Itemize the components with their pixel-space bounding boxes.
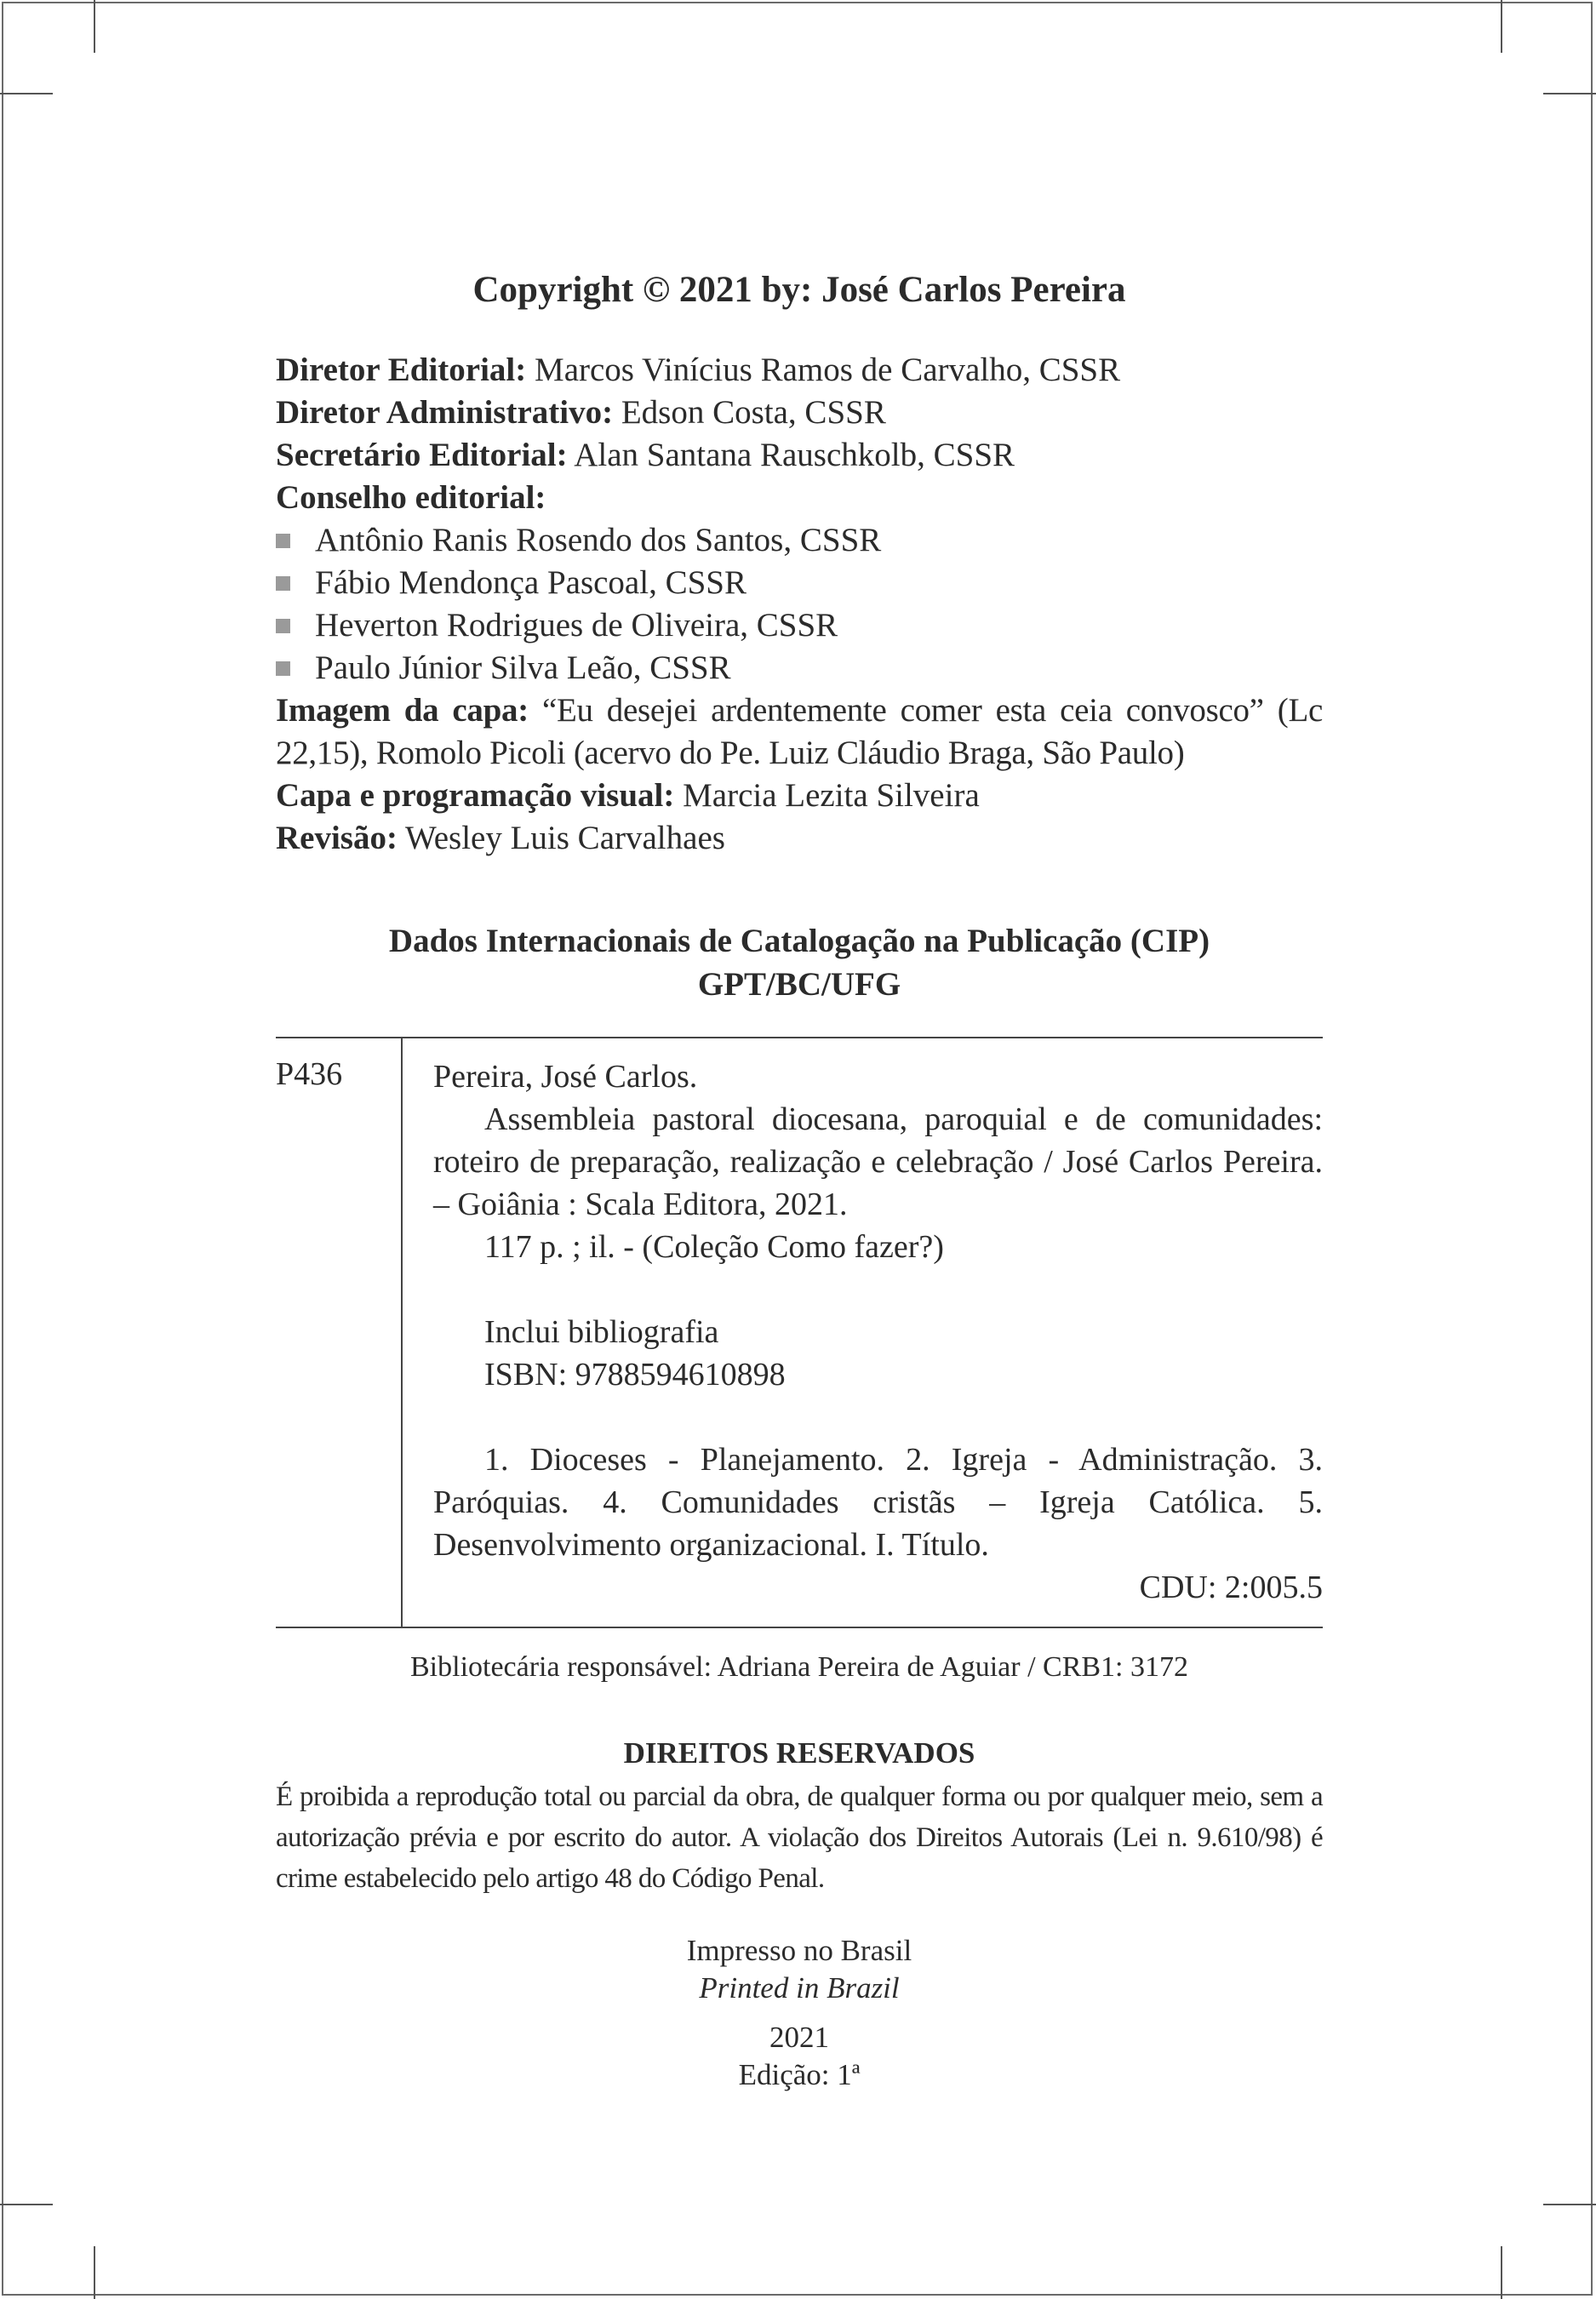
copyright-title: Copyright © 2021 by: José Carlos Pereira <box>472 270 1126 310</box>
council-member-name: Heverton Rodrigues de Oliveira, CSSR <box>315 607 838 643</box>
council-member <box>276 604 1323 647</box>
edition-label: Edição: 1ª <box>738 2058 861 2091</box>
crop-mark-bottom-left-h <box>0 2204 53 2205</box>
credit-label: Capa e programação visual: <box>276 777 675 814</box>
imprint-block <box>276 1932 1323 2094</box>
credit-value: Edson Costa, CSSR <box>613 394 886 431</box>
council-member-name: Paulo Júnior Silva Leão, CSSR <box>315 649 731 686</box>
council-member <box>276 562 1323 604</box>
credit-label: Imagem da capa: <box>276 692 529 729</box>
crop-mark-top-left-h <box>0 93 53 94</box>
crop-mark-bottom-right-h <box>1543 2204 1596 2205</box>
square-bullet-icon <box>276 534 290 548</box>
credit-label: Diretor Editorial: <box>276 352 527 388</box>
printed-in-label: Impresso no Brasil <box>686 1934 912 1967</box>
credits-block <box>276 349 1323 860</box>
credit-secretary <box>276 434 1323 477</box>
crop-mark-top-left <box>94 0 95 53</box>
credit-cover-image <box>276 689 1323 775</box>
crop-mark-top-right-h <box>1543 93 1596 94</box>
cip-heading-line: GPT/BC/UFG <box>697 966 901 1003</box>
cip-call-number: P436 <box>276 1056 343 1092</box>
cip-spacer <box>433 1396 1323 1438</box>
credit-director-admin <box>276 392 1323 434</box>
cip-heading <box>276 919 1323 1006</box>
publication-year: 2021 <box>769 2021 829 2054</box>
cip-record <box>276 1037 1323 1628</box>
council-member <box>276 519 1323 562</box>
credit-value: Marcia Lezita Silveira <box>674 777 980 814</box>
credit-director-editorial <box>276 349 1323 392</box>
credit-value: Marcos Vinícius Ramos de Carvalho, CSSR <box>526 352 1121 388</box>
credit-revision <box>276 817 1323 860</box>
printed-in-english-label: Printed in Brazil <box>699 1971 900 2004</box>
cip-subjects: 1. Dioceses - Planejamento. 2. Igreja - Administração. 3. Paróquias. 4. Comunidades cristãs – Igreja Católica. 5. Desenvolvimento organizacional. I. Título. <box>433 1442 1323 1563</box>
credit-label: Secretário Editorial: <box>276 437 568 473</box>
cip-cdu: CDU: 2:005.5 <box>1139 1570 1323 1605</box>
credit-value: Alan Santana Rauschkolb, CSSR <box>567 437 1015 473</box>
credit-label: Diretor Administrativo: <box>276 394 614 431</box>
crop-mark-top-right <box>1501 0 1502 53</box>
rights-title: DIREITOS RESERVADOS <box>623 1736 975 1770</box>
cip-author: Pereira, José Carlos. <box>433 1059 698 1095</box>
cip-bibliography: Inclui bibliografia <box>484 1314 719 1350</box>
credit-cover-design <box>276 775 1323 817</box>
council-member-name: Antônio Ranis Rosendo dos Santos, CSSR <box>315 522 882 558</box>
credit-label: Revisão: <box>276 820 398 856</box>
council-member <box>276 647 1323 689</box>
rights-text: É proibida a reprodução total ou parcial da obra, de qualquer forma ou por qualquer meio, sem a autorização prévia e por escrito do autor. A violação dos Direitos Autorais (Lei n. 9.610/98) é crime estabelecido pelo artigo 48 do Código Penal. <box>276 1781 1323 1894</box>
cip-isbn: ISBN: 9788594610898 <box>484 1357 786 1393</box>
council-heading <box>276 477 1323 519</box>
credit-value: “Eu desejei ardentemente comer esta ceia convosco” (Lc 22,15), Romolo Picoli (acervo do Pe. Luiz Cláudio Braga, São Paulo) <box>276 692 1323 771</box>
credit-value: Wesley Luis Carvalhaes <box>397 820 725 856</box>
square-bullet-icon <box>276 661 290 676</box>
crop-mark-bottom-left <box>94 2246 95 2299</box>
librarian-line: Bibliotecária responsável: Adriana Pereira de Aguiar / CRB1: 3172 <box>410 1651 1188 1683</box>
crop-mark-bottom-right <box>1501 2246 1502 2299</box>
cip-pages: 117 p. ; il. - (Coleção Como fazer?) <box>484 1229 944 1265</box>
council-member-name: Fábio Mendonça Pascoal, CSSR <box>315 564 747 601</box>
square-bullet-icon <box>276 576 290 591</box>
cip-divider <box>401 1038 403 1627</box>
credit-label: Conselho editorial: <box>276 479 546 516</box>
square-bullet-icon <box>276 619 290 633</box>
cip-body <box>433 1055 1323 1609</box>
cip-description: Assembleia pastoral diocesana, paroquial e de comunidades: roteiro de preparação, realização e celebração / José Carlos Pereira. – Goiânia : Scala Editora, 2021. <box>433 1101 1323 1222</box>
cip-spacer <box>433 1268 1323 1311</box>
cip-heading-line: Dados Internacionais de Catalogação na Publicação (CIP) <box>388 923 1210 959</box>
